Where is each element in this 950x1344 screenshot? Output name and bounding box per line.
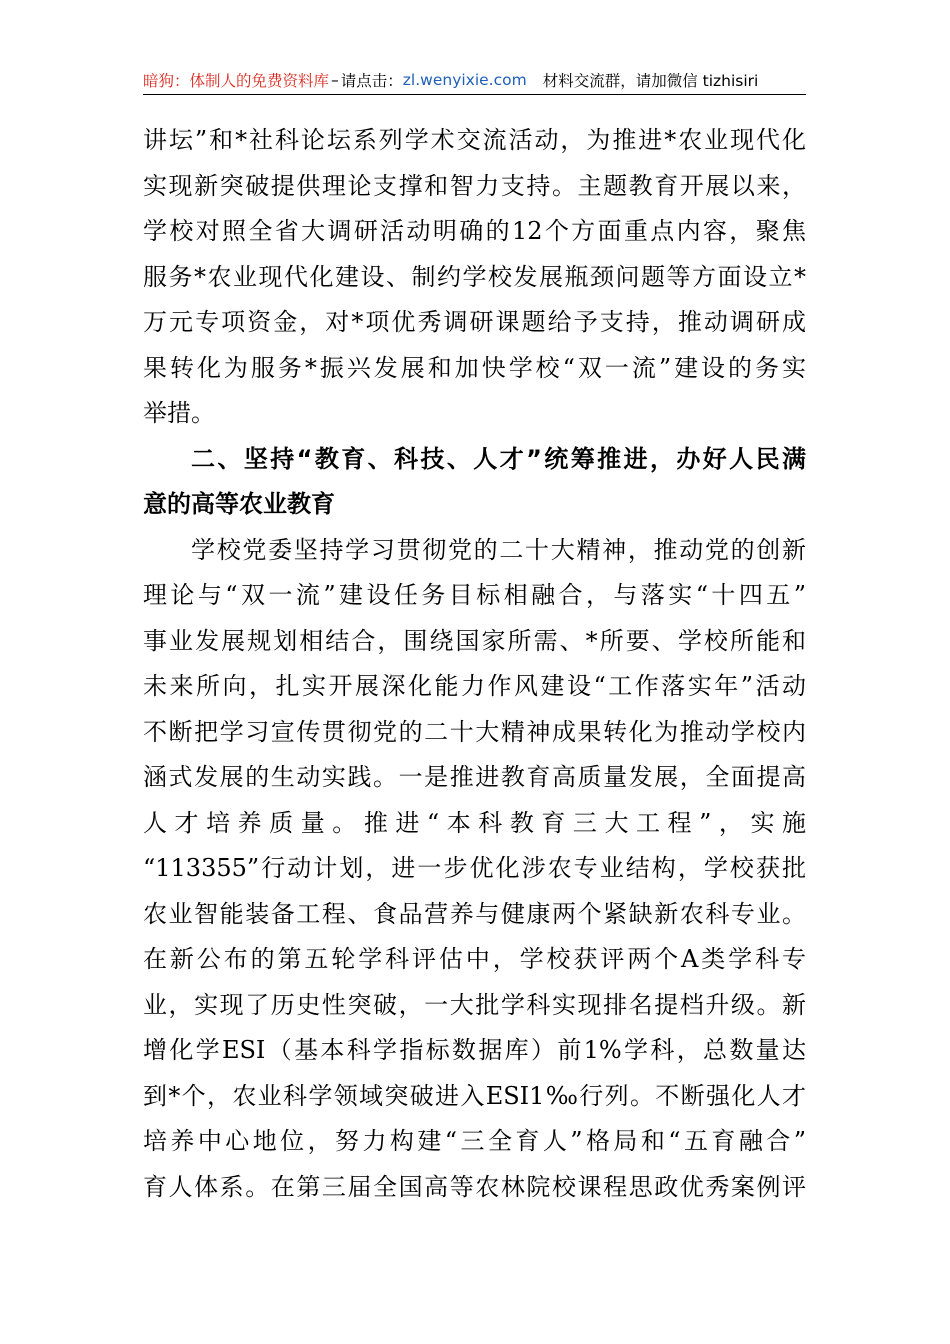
text-line: 讲坛”和*社科论坛系列学术交流活动，为推进*农业现代化 [143, 126, 806, 154]
text-line: 农业智能装备工程、食品营养与健康两个紧缺新农科专业。 [143, 899, 806, 928]
text-line: 业，实现了历史性突破，一大批学科实现排名提档升级。新 [143, 990, 806, 1019]
text-line: “113355”行动计划，进一步优化涉农专业结构，学校获批 [143, 854, 806, 882]
text-line: 人才培养质量。推进“本科教育三大工程”，实施 [143, 808, 806, 837]
text-line: 到*个，农业科学领域突破进入ESI1‰行列。不断强化人才 [143, 1081, 806, 1110]
text-line: 培养中心地位，努力构建“三全育人”格局和“五育融合” [143, 1127, 806, 1155]
header-brand: 暗狗：体制人的免费资料库 [143, 72, 330, 90]
header-prompt: 请点击： [340, 72, 403, 90]
text-line: 果转化为服务*振兴发展和加快学校“双一流”建设的务实 [143, 353, 806, 382]
header-contact: 材料交流群，请加微信 tizhisiri [542, 72, 759, 90]
text-line: 服务*农业现代化建设、制约学校发展瓶颈问题等方面设立* [143, 262, 806, 291]
text-line: 实现新突破提供理论支撑和智力支持。主题教育开展以来， [143, 171, 806, 200]
paragraph-1 [143, 118, 806, 437]
text-line: 学校党委坚持学习贯彻党的二十大精神，推动党的创新 [191, 535, 806, 564]
text-line: 举措。 [143, 399, 215, 427]
text-line: 事业发展规划相结合，围绕国家所需、*所要、学校所能和 [143, 626, 806, 655]
heading-line: 意的高等农业教育 [143, 490, 335, 518]
text-line: 不断把学习宣传贯彻党的二十大精神成果转化为推动学校内 [143, 717, 806, 746]
page-header [143, 66, 806, 95]
document-body [143, 118, 806, 1210]
section-heading [143, 437, 806, 528]
heading-line: 二、坚持“教育、科技、人才”统筹推进，办好人民满 [191, 444, 806, 473]
text-line: 理论与“双一流”建设任务目标相融合，与落实“十四五” [143, 581, 806, 609]
text-line: 未来所向，扎实开展深化能力作风建设“工作落实年”活动 [143, 672, 806, 700]
text-line: 学校对照全省大调研活动明确的12个方面重点内容，聚焦 [143, 217, 806, 245]
paragraph-2 [143, 528, 806, 1211]
text-line: 在新公布的第五轮学科评估中，学校获评两个A类学科专 [143, 945, 806, 973]
header-separator: – [331, 71, 339, 89]
text-line: 育人体系。在第三届全国高等农林院校课程思政优秀案例评 [143, 1172, 806, 1201]
text-line: 涵式发展的生动实践。一是推进教育高质量发展，全面提高 [143, 763, 806, 791]
header-link[interactable]: zl.wenyixie.com [402, 71, 527, 89]
text-line: 万元专项资金，对*项优秀调研课题给予支持，推动调研成 [143, 308, 806, 336]
text-line: 增化学ESI（基本科学指标数据库）前1%学科，总数量达 [143, 1036, 806, 1064]
